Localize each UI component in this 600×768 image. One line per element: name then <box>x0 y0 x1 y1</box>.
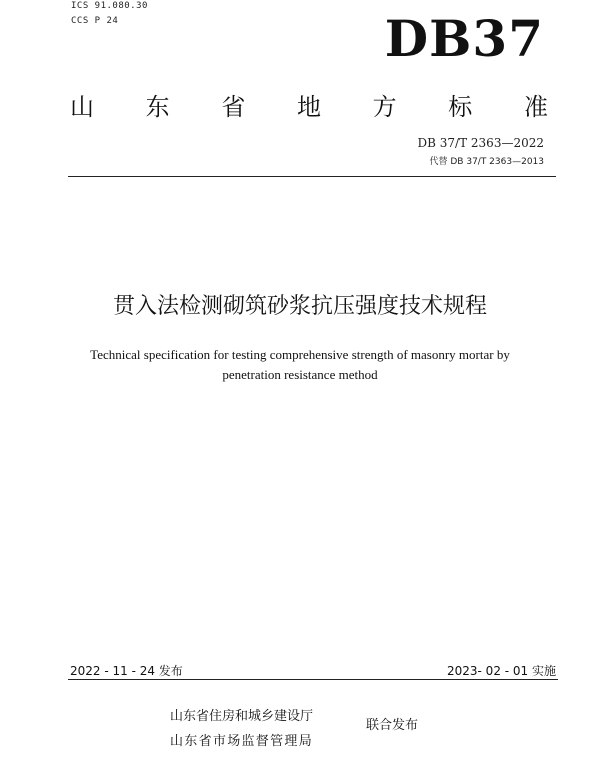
replaced-standard-number: 代替 DB 37/T 2363—2013 <box>429 157 544 167</box>
joint-issue-label: 联合发布 <box>366 718 419 733</box>
standard-mark: DB37 <box>384 9 544 68</box>
issuer-market-bureau: 山东省市场监督管理局 <box>170 734 314 749</box>
authority-char: 省 <box>221 93 246 121</box>
authority-title <box>70 87 548 122</box>
standard-number: DB 37/T 2363—2022 <box>417 136 544 150</box>
document-title-en <box>70 345 530 385</box>
authority-char: 地 <box>296 93 321 121</box>
ccs-code: CCS P 24 <box>71 16 119 26</box>
issue-date: 2022 - 11 - 24 发布 <box>70 664 183 678</box>
ics-code: ICS 91.080.30 <box>71 1 148 11</box>
top-divider <box>68 176 556 177</box>
authority-char: 方 <box>372 93 397 121</box>
issuer-housing-dept: 山东省住房和城乡建设厅 <box>170 709 314 724</box>
bottom-divider <box>68 679 558 680</box>
title-en-line: Technical specification for testing comprehensive strength of masonry mortar by <box>90 347 510 362</box>
authority-char: 标 <box>448 93 473 121</box>
document-title-cn: 贯入法检测砌筑砂浆抗压强度技术规程 <box>112 294 487 319</box>
title-en-line: penetration resistance method <box>222 367 378 382</box>
implementation-date: 2023- 02 - 01 实施 <box>447 664 556 678</box>
authority-char: 东 <box>145 93 170 121</box>
authority-char: 准 <box>523 93 548 121</box>
authority-char: 山 <box>70 93 94 121</box>
